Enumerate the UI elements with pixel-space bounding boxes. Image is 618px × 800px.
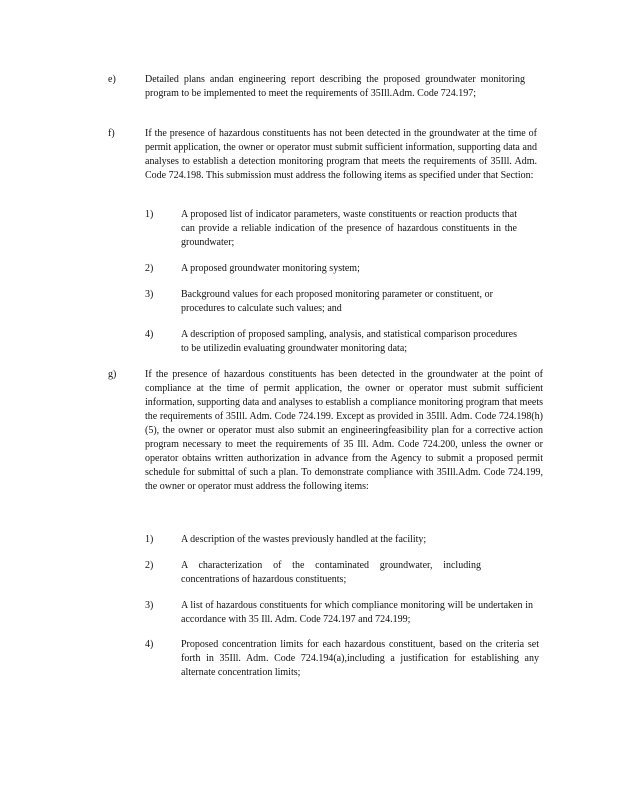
sub-item-label: 1) [145, 209, 154, 220]
item-text: If the presence of hazardous constituents has not been detected in the groundwater at the time of permit application, the owner or operator must submit sufficient information, supporting data and analyses to establish a detection monitoring program that meets the requirements of 35Ill. Adm. Code 724.198. This submission must address the following items as specified under that Section: [145, 128, 537, 181]
sub-item-label: 3) [145, 289, 154, 300]
sub-item-text: Proposed concentration limits for each hazardous constituent, based on the criteria set forth in 35Ill. Adm. Code 724.194(a),including a justification for establishing any alternate concentration limits; [181, 639, 539, 678]
sub-item-label: 4) [145, 639, 154, 650]
sub-item-text: A characterization of the contaminated groundwater, including concentrations of hazardous constituents; [181, 560, 481, 585]
sub-item-label: 2) [145, 263, 154, 274]
sub-item-text: A list of hazardous constituents for which compliance monitoring will be undertaken in accordance with 35 Ill. Adm. Code 724.197 and 724.199; [181, 600, 533, 625]
sub-item-label: 3) [145, 600, 154, 611]
item-label: g) [108, 369, 117, 380]
item-text: If the presence of hazardous constituents has been detected in the groundwater at the point of compliance at the time of permit application, the owner or operator must submit sufficient information, supporting data and analyses to establish a compliance monitoring program that meets the requirements of 35Ill. Adm. Code 724.199. Except as provided in 35Ill. Adm. Code 724.198(h)(5), the owner or operator must also submit an engineeringfeasibility plan for a corrective action program necessary to meet the requirements of 35 Ill. Adm. Code 724.200, unless the owner or operator obtains written authorization in advance from the Agency to submit a proposed permit schedule for submittal of such a plan. To demonstrate compliance with 35Ill.Adm. Code 724.199, the owner or operator must address the following items: [145, 369, 543, 492]
sub-item-text: A description of proposed sampling, analysis, and statistical comparison procedures to be utilizedin evaluating groundwater monitoring data; [181, 329, 517, 354]
item-label: e) [108, 74, 116, 85]
sub-item-label: 2) [145, 560, 154, 571]
sub-item-label: 4) [145, 329, 154, 340]
sub-item-text: A description of the wastes previously handled at the facility; [181, 534, 427, 545]
item-label: f) [108, 128, 115, 139]
sub-item-label: 1) [145, 534, 154, 545]
sub-item-text: Background values for each proposed monitoring parameter or constituent, or procedures to calculate such values; and [181, 289, 493, 314]
item-text: Detailed plans andan engineering report describing the proposed groundwater monitoring program to be implemented to meet the requirements of 35Ill.Adm. Code 724.197; [145, 74, 525, 99]
sub-item-text: A proposed groundwater monitoring system; [181, 263, 360, 274]
sub-item-text: A proposed list of indicator parameters, waste constituents or reaction products that can provide a reliable indication of the presence of hazardous constituents in the groundwater; [181, 209, 517, 248]
